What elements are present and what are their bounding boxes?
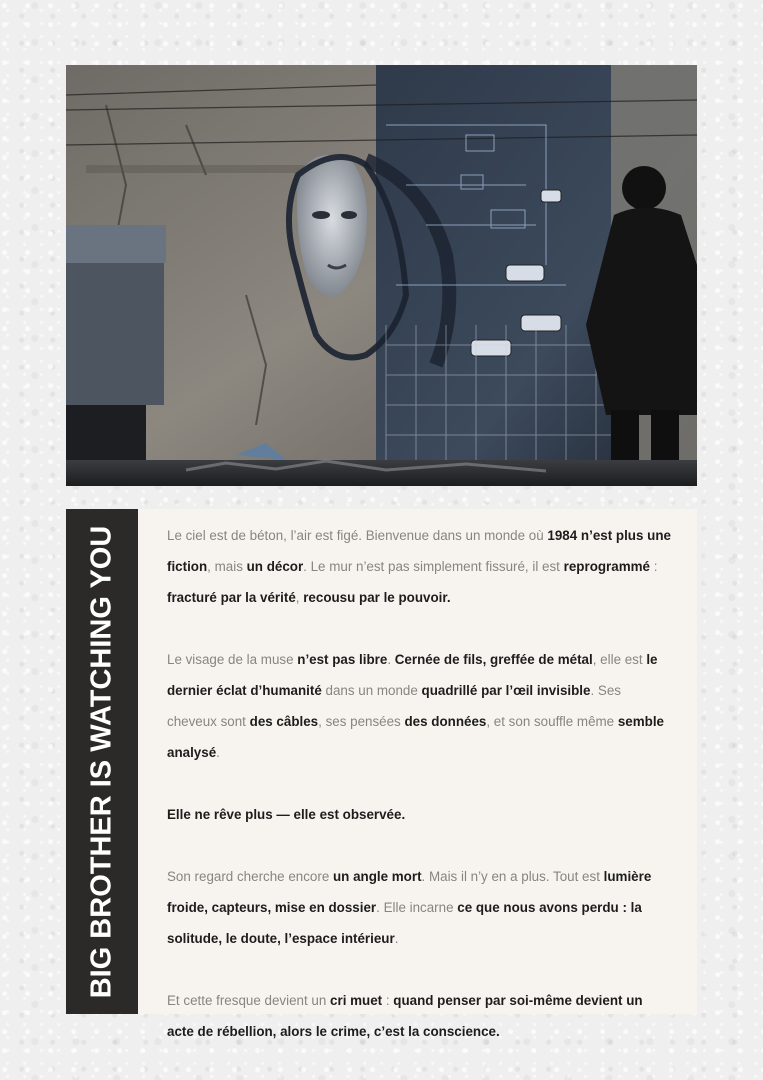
emphasis-text: cri muet — [330, 993, 383, 1008]
emphasis-text: n’est pas libre — [297, 652, 388, 667]
body-text: Son regard cherche encore — [167, 869, 333, 884]
article-paragraph — [167, 861, 672, 954]
emphasis-text: des données — [404, 714, 487, 729]
body-text: Le visage de la muse — [167, 652, 298, 667]
emphasis-text: des câbles — [249, 714, 319, 729]
body-text: , elle est — [592, 652, 647, 667]
side-banner — [66, 509, 138, 1014]
body-text: . — [394, 931, 399, 946]
body-text: : — [382, 993, 394, 1008]
article-body — [167, 520, 672, 1047]
body-text: , et son souffle même — [486, 714, 618, 729]
article-paragraph — [167, 520, 672, 613]
body-text: . — [216, 745, 220, 760]
body-text: , mais — [207, 559, 247, 574]
body-text: Le ciel est de béton, l’air est figé. Bienvenue dans un monde où — [167, 528, 548, 543]
article-paragraph — [167, 644, 672, 768]
article-paragraph — [167, 985, 672, 1047]
emphasis-text: ce que nous avons perdu : la solitude, le doute, l’espace intérieur — [167, 900, 642, 946]
body-text: . Ses cheveux sont — [167, 683, 621, 729]
emphasis-text: reprogrammé — [563, 559, 650, 574]
emphasis-text: semble analysé — [167, 714, 664, 760]
emphasis-text: un décor — [246, 559, 304, 574]
body-text: Et cette fresque devient un — [167, 993, 331, 1008]
mural-photo — [66, 65, 697, 486]
emphasis-text: quadrillé par l’œil invisible — [421, 683, 591, 698]
emphasis-text: recousu par le pouvoir. — [303, 590, 451, 605]
emphasis-text: Elle ne rêve plus — elle est observée. — [167, 807, 406, 822]
body-text: . Le mur n’est pas simplement fissuré, il est — [303, 559, 564, 574]
emphasis-text: le dernier éclat d’humanité — [167, 652, 658, 698]
body-text: . Mais il n’y en a plus. Tout est — [421, 869, 604, 884]
emphasis-text: lumière froide, capteurs, mise en dossier — [167, 869, 652, 915]
emphasis-text: Cernée de fils, greffée de métal — [394, 652, 593, 667]
emphasis-text: un angle mort — [333, 869, 422, 884]
street-art-illustration — [66, 65, 697, 486]
body-text: , ses pensées — [318, 714, 405, 729]
banner-title: BIG BROTHER IS WATCHING YOU — [85, 525, 118, 998]
body-text: : — [649, 559, 658, 574]
body-text: dans un monde — [321, 683, 422, 698]
emphasis-text: fracturé par la vérité — [167, 590, 296, 605]
article-paragraph — [167, 799, 672, 830]
article-panel — [138, 509, 697, 1039]
emphasis-text: 1984 n’est plus une fiction — [167, 528, 671, 574]
body-text: . Elle incarne — [376, 900, 458, 915]
body-text: , — [295, 590, 304, 605]
emphasis-text: quand penser par soi-même devient un acte de rébellion, alors le crime, c’est la conscience. — [167, 993, 643, 1039]
body-text: . — [387, 652, 395, 667]
